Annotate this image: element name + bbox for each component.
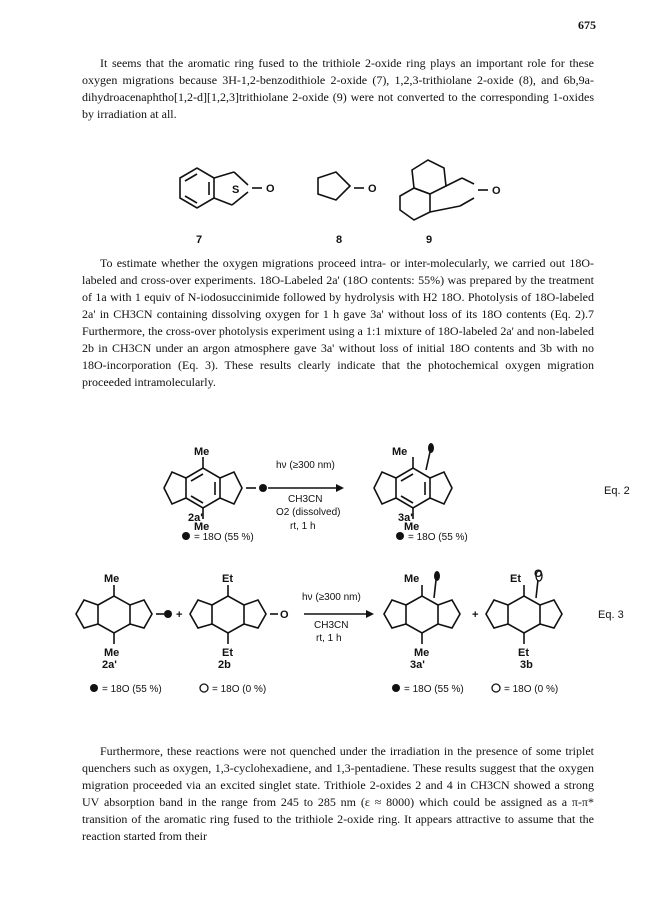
substituent-me: Me (404, 573, 420, 585)
compound-label-2a-prime-eq3: 2a' (102, 659, 117, 671)
atom-o: O (266, 183, 275, 195)
plus-sign: + (472, 609, 479, 621)
legend-dot-eq3-4 (492, 684, 500, 692)
substituent-et: Et (222, 647, 233, 659)
atom-o: O (534, 568, 543, 580)
condition-light: hν (≥300 nm) (276, 460, 335, 471)
compound-label-8: 8 (336, 234, 343, 246)
substituent-me: Me (404, 521, 420, 533)
compound-label-7: 7 (196, 234, 203, 246)
legend-dot-eq3-3 (392, 684, 400, 692)
labeled-oxygen-3a (428, 443, 434, 453)
substituent-et: Et (518, 647, 529, 659)
compound-label-2a-prime: 2a' (188, 512, 203, 524)
condition-time: rt, 1 h (316, 633, 342, 644)
legend-eq3-1: = 18O (55 %) (102, 684, 162, 695)
legend-dot-eq2-product (396, 532, 404, 540)
compound-label-9: 9 (426, 234, 433, 246)
substituent-et: Et (510, 573, 521, 585)
condition-solvent: CH3CN (314, 620, 349, 631)
structure-2b (190, 585, 278, 644)
atom-o: O (492, 185, 501, 197)
structure-8 (318, 172, 364, 200)
legend-eq3-2: = 18O (0 %) (212, 684, 267, 695)
labeled-oxygen-2a (259, 484, 267, 492)
structure-7 (180, 168, 262, 208)
structure-9 (400, 160, 488, 220)
condition-oxygen: O2 (dissolved) (276, 507, 341, 518)
labeled-oxygen-3a-eq3 (434, 571, 440, 581)
legend-eq2-product: = 18O (55 %) (408, 532, 468, 543)
structure-2a-prime (164, 457, 256, 519)
atom-s: S (232, 184, 240, 196)
compound-label-3a-prime: 3a' (398, 512, 413, 524)
equation-label-2: Eq. 2 (604, 485, 630, 497)
paragraph-quenchers: Furthermore, these reactions were not quenched under the irradiation in the presence of some triplet quenchers such as oxygen, 1,3-cyclohexadiene, and 1,3-pentadiene. These results suggest that the oxygen migration proceeded via an excited singlet state. Trithiole 2-oxides 2 and 4 in CH3CN showed a strong UV absorption band in the range from 245 to 285 nm (ε ≈ 8000) which could be assigned as a π-π* transition of the aromatic ring fused to the trithiole 2-oxide ring. It appears attractive to assume that the reaction started from their (82, 744, 594, 843)
substituent-me: Me (104, 573, 120, 585)
substituent-me: Me (414, 647, 430, 659)
legend-dot-eq3-1 (90, 684, 98, 692)
compound-label-3b: 3b (520, 659, 533, 671)
paragraph-experiment: To estimate whether the oxygen migrations proceed intra- or inter-molecularly, we carried out 18O-labeled and cross-over experiments. 18O-Labeled 2a' (18O contents: 55%) was prepared by the treatment of 1a with 1 equiv of N-iodosuccinimide followed by hydrolysis with H2 18O. Photolysis of 18O-labeled 2a' in CH3CN containing dissolving oxygen for 1 h gave 3a' without loss of its 18O contents (Eq. 2).7 Furthermore, the cross-over photolysis experiment using a 1:1 mixture of 18O-labeled 2a' and non-labeled 2b in CH3CN under an argon atmosphere gave 3a' without loss of initial 18O contents and 3b with no 18O-incorporation (Eq. 3). These results clearly indicate that the photochemical oxygen migration proceeded intramolecularly. (82, 256, 594, 389)
condition-solvent: CH3CN (288, 494, 323, 505)
structure-3b (486, 580, 562, 644)
substituent-et: Et (222, 573, 233, 585)
atom-o: O (368, 183, 377, 195)
atom-o: O (280, 609, 289, 621)
structure-2a-prime-eq3 (76, 585, 164, 644)
substituent-me: Me (392, 446, 408, 458)
labeled-oxygen-2a-eq3 (164, 610, 172, 618)
legend-eq3-3: = 18O (55 %) (404, 684, 464, 695)
substituent-me: Me (194, 521, 210, 533)
page-number: 675 (578, 18, 596, 32)
structure-3a-prime-eq3 (384, 580, 460, 644)
compound-label-3a-prime-eq3: 3a' (410, 659, 425, 671)
condition-time: rt, 1 h (290, 521, 316, 532)
legend-eq2-reactant: = 18O (55 %) (194, 532, 254, 543)
legend-eq3-4: = 18O (0 %) (504, 684, 559, 695)
legend-dot-eq3-2 (200, 684, 208, 692)
equation-label-3: Eq. 3 (598, 609, 624, 621)
compound-label-2b: 2b (218, 659, 231, 671)
condition-light: hν (≥300 nm) (302, 592, 361, 603)
structure-3a-prime (374, 452, 452, 519)
paragraph-intro: It seems that the aromatic ring fused to the trithiole 2-oxide ring plays an important role for these oxygen migrations because 3H-1,2-benzodithiole 2-oxide (7), 1,2,3-trithiolane 2-oxide (8), and 6b,9a-dihydroacenaphtho[1,2-d][1,2,3]trithiolane 2-oxide (9) were not converted to the corresponding 1-oxides by irradiation at all. (82, 56, 594, 121)
legend-dot-eq2-reactant (182, 532, 190, 540)
substituent-me: Me (104, 647, 120, 659)
substituent-me: Me (194, 446, 210, 458)
plus-sign: + (176, 609, 183, 621)
